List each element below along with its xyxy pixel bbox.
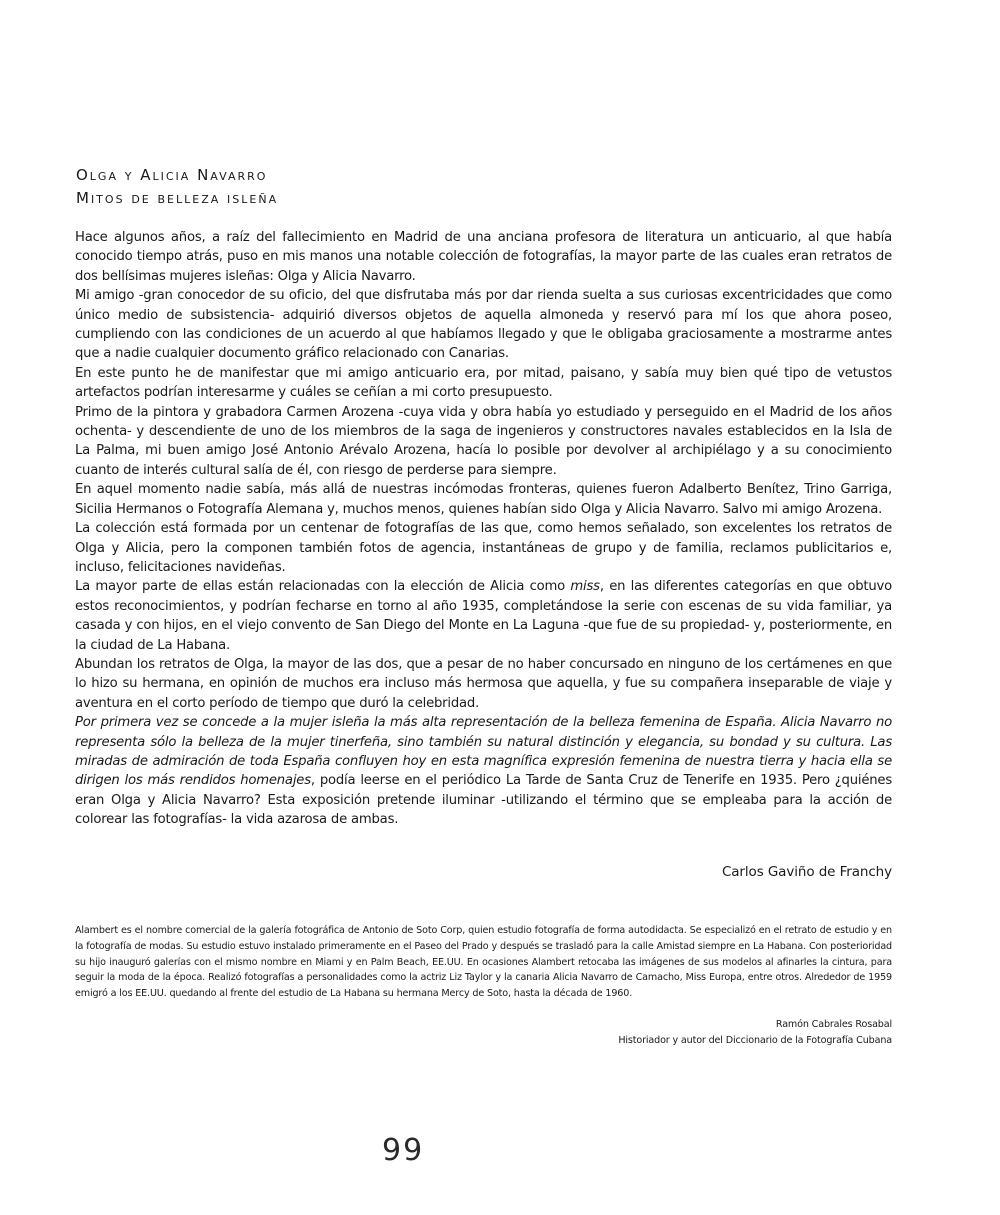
paragraph <box>75 713 892 829</box>
paragraph: En aquel momento nadie sabía, más allá de nuestras incómodas fronteras, quienes fueron Adalberto Benítez, Trino Garriga, Sicilia Hermanos o Fotografía Alemana y, muchos menos, quienes habían sido Olga y Alicia Navarro. Salvo mi amigo Arozena. <box>75 482 892 517</box>
italic-run: miss <box>570 579 600 595</box>
footnote-signature <box>618 1017 892 1048</box>
footnote-author: Ramón Cabrales Rosabal <box>775 1019 892 1030</box>
paragraph: En este punto he de manifestar que mi amigo anticuario era, por mitad, paisano, y sabía muy bien qué tipo de vetustos artefactos podrían interesarme y cuáles se ceñían a mi corto presupuesto. <box>75 365 892 401</box>
paragraph: Hace algunos años, a raíz del fallecimiento en Madrid de una anciana profesora de literatura un anticuario, al que había conocido tiempo atrás, puso en mis manos una notable colección de fotografías, la mayor parte de las cuales eran retratos de dos bellísimas mujeres isleñas: Olga y Alicia Navarro. <box>75 230 892 284</box>
footnote-text: Alambert es el nombre comercial de la galería fotográfica de Antonio de Soto Corp, quien estudio fotografía de forma autodidacta. Se especializó en el retrato de estudio y en la fotografía de modas. Su estudio estuvo instalado primeramente en el Paseo del Prado y después se trasladó para la calle Amistad siempre en La Habana. Con posterioridad su hijo inauguró galerías con el mismo nombre en Miami y en Palm Beach, EE.UU. En ocasiones Alambert retocaba las imágenes de sus modelos al afinarles la cintura, para seguir la moda de la época. Realizó fotografías a personalidades como la actriz Liz Taylor y la canaria Alicia Navarro de Camacho, Miss Europa, entre otros. Alrededor de 1959 emigró a los EE.UU. quedando al frente del estudio de La Habana su hermana Mercy de Soto, hasta la década de 1960. <box>75 925 892 1000</box>
text-run: , en las diferentes categorías en que obtuvo estos reconocimientos, y podrían fecharse en torno al año 1935, completándose la serie con escenas de su vida familiar, ya casada y con hijos, en el viejo convento de San Diego del Monte en La Laguna -que fue de su propiedad- y, posteriormente, en la ciudad de La Habana. <box>75 579 892 653</box>
article-heading <box>76 164 676 210</box>
paragraph <box>75 577 892 655</box>
author-signature: Carlos Gaviño de Franchy <box>721 864 892 880</box>
paragraph: La colección está formada por un centenar de fotografías de las que, como hemos señalado, son excelentes los retratos de Olga y Alicia, pero la componen también fotos de agencia, instantáneas de grupo y de familia, reclamos publicitarios e, incluso, felicitaciones navideñas. <box>75 521 892 575</box>
footnote-author-role: Historiador y autor del Diccionario de la Fotografía Cubana <box>618 1034 892 1046</box>
article-subtitle: Mitos de belleza isleña <box>76 189 279 207</box>
quote-italic: Por primera vez se concede a la mujer isleña la más alta representación de la belleza femenina de España. Alicia Navarro no representa sólo la belleza de la mujer tinerfeña, sino también su natural distinción y elegancia, su bondad y su cultura. Las miradas de admiración de toda España confluyen hoy en esta magnífica expresión femenina de nuestra tierra y hacia ella se dirigen los más rendidos homenajes <box>75 715 892 789</box>
paragraph: Primo de la pintora y grabadora Carmen Arozena -cuya vida y obra había yo estudiado y perseguido en el Madrid de los años ochenta- y descendiente de uno de los miembros de la saga de ingenieros y constructores navales establecidos en la Isla de La Palma, mi buen amigo José Antonio Arévalo Arozena, hacía lo posible por devolver al archipiélago y a su conocimiento cuanto de interés cultural salía de él, con riesgo de perderse para siempre. <box>75 404 892 478</box>
article-title: Olga y Alicia Navarro <box>76 166 268 184</box>
text-run: La mayor parte de ellas están relacionadas con la elección de Alicia como <box>75 579 571 595</box>
article-body <box>75 228 892 830</box>
text-run: , podía leerse en el periódico La Tarde de Santa Cruz de Tenerife en 1935. Pero ¿quiénes eran Olga y Alicia Navarro? Esta exposición pretende iluminar -utilizando el término que se empleaba para la acción de colorear las fotografías- la vida azarosa de ambas. <box>75 773 893 828</box>
paragraph: Mi amigo -gran conocedor de su oficio, del que disfrutaba más por dar rienda suelta a sus curiosas excentricidades que como único medio de subsistencia- adquirió diversos objetos de aquella almoneda y reservó para mí los que ahora poseo, cumpliendo con las condiciones de un acuerdo al que habíamos llegado y que le obligaba graciosamente a mostrarme antes que a nadie cualquier documento gráfico relacionado con Canarias. <box>75 288 892 362</box>
paragraph: Abundan los retratos de Olga, la mayor de las dos, que a pesar de no haber concursado en ninguno de los certámenes en que lo hizo su hermana, en opinión de muchos era incluso más hermosa que aquella, y fue su compañera inseparable de viaje y aventura en el corto período de tiempo que duró la celebridad. <box>75 656 892 711</box>
page-number: 99 <box>382 1133 425 1168</box>
